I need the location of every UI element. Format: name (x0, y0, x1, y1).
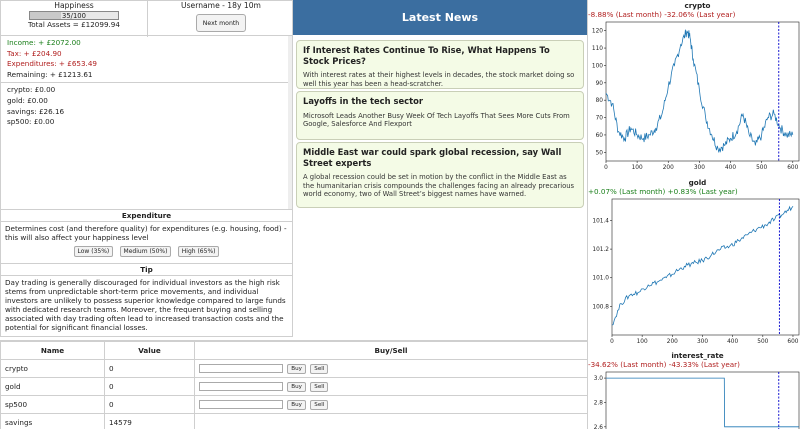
holdings-list (1, 82, 292, 127)
expenditure-title: Expenditure (1, 210, 292, 222)
user-box (148, 1, 294, 37)
table-row (1, 360, 588, 378)
happiness-bar (29, 11, 119, 20)
chart-title: interest_rate (671, 351, 724, 360)
status-panel (0, 0, 293, 36)
news-title: Layoffs in the tech sector (303, 96, 423, 106)
buy-sell-controls (195, 414, 588, 429)
asset-value: 0 (105, 378, 195, 396)
expenditure-low-button[interactable]: Low (35%) (74, 246, 114, 257)
column-header-name: Name (1, 342, 105, 360)
x-tick-label: 400 (724, 165, 737, 171)
x-tick-label: 500 (756, 165, 768, 171)
sp500-sell-button[interactable]: Sell (310, 400, 328, 410)
expenditure-panel (0, 209, 293, 264)
plot-frame (606, 372, 799, 429)
happiness-label: Happiness (54, 1, 94, 10)
gold-amount-input[interactable] (199, 382, 283, 391)
series-line (612, 206, 793, 325)
series-line (606, 378, 799, 427)
asset-value: 0 (105, 396, 195, 414)
holding-sp500: sp500: £0.00 (7, 117, 55, 127)
asset-name: gold (1, 378, 105, 396)
buy-sell-controls (195, 378, 588, 396)
news-title: Middle East war could spark global recession, say Wall Street experts (303, 147, 562, 168)
expenditures-line: Expenditures: + £653.49 (7, 59, 97, 69)
y-tick-label: 101.0 (592, 275, 609, 282)
y-tick-label: 101.2 (592, 247, 609, 254)
summary-scrollbar[interactable] (288, 36, 292, 209)
news-body: Microsoft Leads Another Busy Week Of Tech Layoffs That Sees More Cuts From Google, Salesforce And Flexport (303, 111, 570, 129)
crypto-amount-input[interactable] (199, 364, 283, 373)
y-tick-label: 50 (595, 150, 603, 157)
username-label: Username - 18y 10m (181, 1, 261, 10)
asset-name: savings (1, 414, 105, 429)
expenditure-medium-button[interactable]: Medium (50%) (120, 246, 172, 257)
charts-panel (587, 0, 806, 429)
column-header-value: Value (105, 342, 195, 360)
income-line: Income: + £2072.00 (7, 38, 81, 47)
column-header-buy-sell: Buy/Sell (195, 342, 588, 360)
x-tick-label: 300 (693, 165, 705, 171)
holding-gold: gold: £0.00 (7, 95, 48, 105)
news-panel (293, 0, 587, 340)
chart-title: crypto (684, 1, 711, 10)
sp500-buy-button[interactable]: Buy (287, 400, 306, 410)
x-tick-label: 500 (757, 339, 769, 345)
x-tick-label: 600 (787, 165, 799, 171)
x-tick-label: 100 (636, 339, 648, 345)
trade-table (0, 340, 587, 429)
gold-chart (588, 196, 806, 352)
x-tick-label: 100 (631, 165, 643, 171)
crypto-sell-button[interactable]: Sell (310, 364, 328, 374)
y-tick-label: 120 (591, 28, 603, 35)
asset-name: crypto (1, 360, 105, 378)
plot-frame (612, 199, 799, 335)
chart-subtitle: -34.62% (Last month) -43.33% (Last year) (588, 360, 740, 369)
table-row (1, 378, 588, 396)
crypto-buy-button[interactable]: Buy (287, 364, 306, 374)
asset-name: sp500 (1, 396, 105, 414)
news-card[interactable] (296, 91, 584, 140)
buy-sell-controls (195, 360, 588, 378)
y-tick-label: 60 (595, 132, 603, 139)
gold-buy-button[interactable]: Buy (287, 382, 306, 392)
news-body: A global recession could be set in motion by the conflict in the Middle East as the humanitarian crisis compounds the challenges facing an already precarious world economy, two of Wall Street’s biggest names have warned. (303, 173, 575, 199)
x-tick-label: 300 (696, 339, 709, 345)
y-tick-label: 90 (595, 80, 603, 87)
tax-line: Tax: + £204.90 (7, 48, 62, 58)
news-body: With interest rates at their highest levels in decades, the stock market doing so well this year has been a head-scratcher. (303, 71, 575, 88)
y-tick-label: 2.8 (593, 400, 603, 407)
plot-frame (606, 22, 799, 161)
x-tick-label: 0 (604, 165, 608, 171)
series-line (606, 30, 793, 153)
finance-summary (0, 36, 293, 209)
chart-subtitle: +0.07% (Last month) +0.83% (Last year) (588, 187, 738, 196)
tip-title: Tip (1, 264, 292, 276)
sp500-amount-input[interactable] (199, 400, 283, 409)
news-card[interactable] (296, 40, 584, 89)
remaining-line: Remaining: + £1213.61 (7, 69, 93, 79)
x-tick-label: 400 (727, 339, 739, 345)
news-card[interactable] (296, 142, 584, 208)
news-header: Latest News (293, 0, 587, 35)
happiness-box (1, 1, 148, 37)
tip-text: Day trading is generally discouraged for individual investors as the high risk stems from unpredictable short-term price movements, and individual investors are unlikely to possess superior knowledge compared to large funds with dedicated research teams. Moreover, the frequent buying and selling associated with day trading often lead to increased transaction costs and the potential for significant financial losses. (5, 278, 286, 332)
expenditure-options (1, 246, 292, 257)
next-month-button[interactable]: Next month (196, 14, 246, 32)
x-tick-label: 200 (666, 339, 678, 345)
x-tick-label: 200 (662, 165, 674, 171)
tip-panel (0, 264, 293, 337)
y-tick-label: 70 (595, 115, 603, 122)
y-tick-label: 110 (591, 46, 603, 53)
asset-value: 14579 (105, 414, 195, 429)
y-tick-label: 100 (591, 63, 603, 70)
y-tick-label: 2.6 (593, 424, 603, 429)
happiness-value: 35/100 (62, 12, 86, 20)
expenditure-description: Determines cost (and therefore quality) for expenditures (e.g. housing, food) - this will also affect your happiness level (5, 224, 287, 242)
interest-rate-chart (588, 369, 806, 429)
y-tick-label: 101.4 (592, 218, 609, 225)
buy-sell-controls (195, 396, 588, 414)
asset-value: 0 (105, 360, 195, 378)
x-tick-label: 600 (787, 339, 799, 345)
news-title: If Interest Rates Continue To Rise, What Happens To Stock Prices? (303, 45, 550, 66)
table-row (1, 396, 588, 414)
holding-savings: savings: £26.16 (7, 106, 65, 116)
monthly-finances (1, 36, 292, 80)
table-header-row (1, 342, 588, 360)
gold-sell-button[interactable]: Sell (310, 382, 328, 392)
y-tick-label: 3.0 (593, 376, 603, 383)
x-tick-label: 0 (610, 339, 614, 345)
holding-crypto: crypto: £0.00 (7, 85, 56, 95)
y-tick-label: 80 (595, 98, 603, 105)
y-tick-label: 100.8 (592, 304, 609, 311)
crypto-chart (588, 19, 806, 179)
chart-title: gold (688, 178, 707, 187)
expenditure-high-button[interactable]: High (65%) (178, 246, 220, 257)
chart-subtitle: -8.88% (Last month) -32.06% (Last year) (588, 10, 736, 19)
total-assets: Total Assets = £12099.94 (28, 20, 120, 29)
table-row (1, 414, 588, 429)
